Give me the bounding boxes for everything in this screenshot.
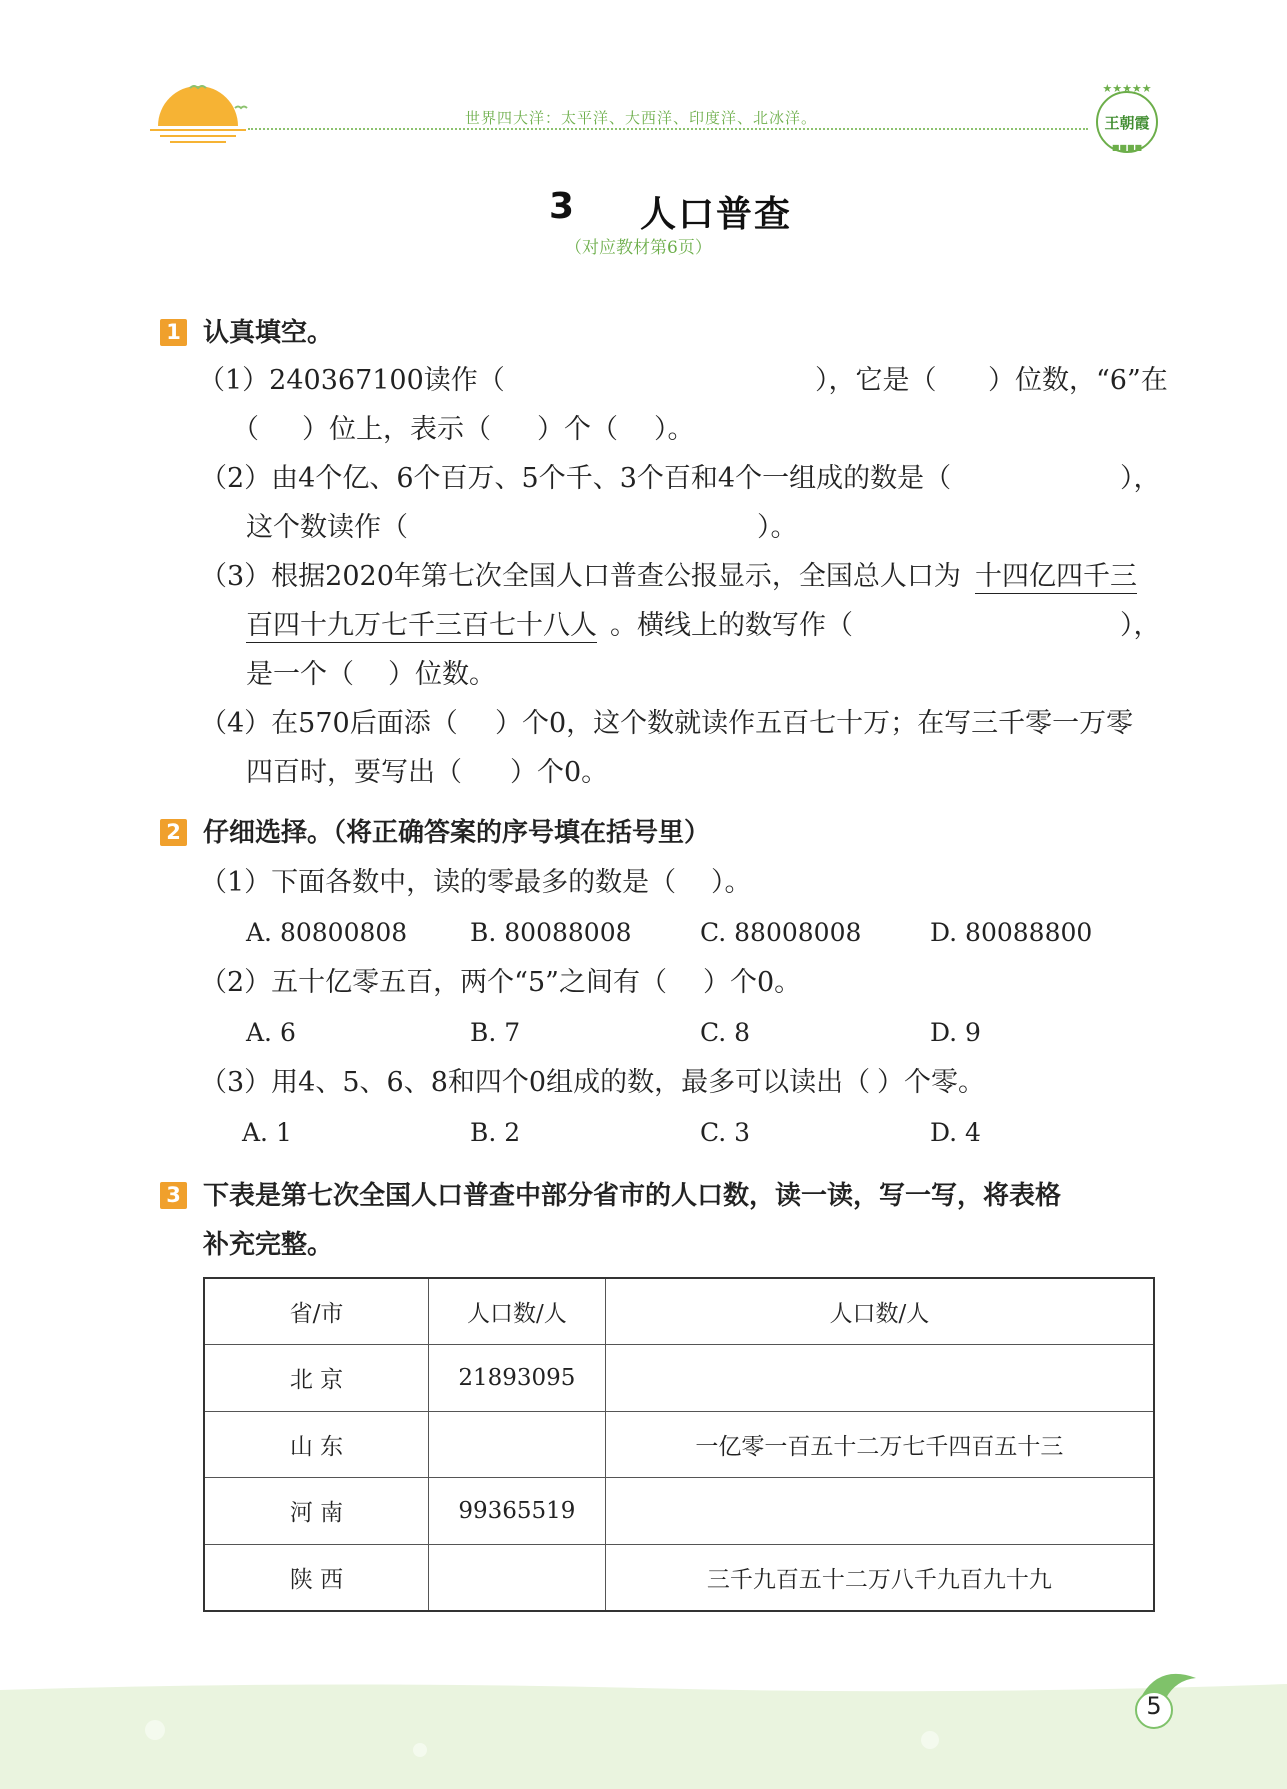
cell-province: 陕 西 [204,1544,429,1611]
q1-line1a: （1）240367100读作（ [198,365,505,396]
table-row [204,1477,1154,1544]
header-province: 省/市 [204,1278,429,1344]
q3-line1-underlined: 十四亿四千三 [975,561,1137,592]
s2-q3b: ）个零。 [877,1067,985,1098]
section1-badge: 1 [160,319,187,346]
s2-q2b: ）个0。 [703,967,802,998]
table-row [204,1344,1154,1411]
q3-line2a: 。横线上的数写作（ [610,610,853,641]
svg-text:★★★★★: ★★★★★ [1102,82,1152,95]
section1-heading: 认真填空。 [203,318,334,348]
s2-q2a: （2）五十亿零五百，两个“5”之间有（ [200,967,667,998]
header-population-words: 人口数/人 [605,1278,1154,1344]
s2-q3-option-a: A. 1 [242,1118,292,1147]
svg-text:■■■■: ■■■■ [1111,143,1143,152]
footer-wave [0,1680,1287,1789]
table-row [204,1411,1154,1477]
q1-line2d: ）。 [654,414,695,445]
q4-line2a: 四百时，要写出（ [246,757,462,788]
q1-line2c: ）个（ [537,414,618,445]
cell-province: 北 京 [204,1344,429,1411]
s2-q2-option-a: A. 6 [246,1018,296,1047]
header-rule [248,128,1088,130]
cell-words[interactable] [605,1477,1154,1544]
cell-words[interactable]: 一亿零一百五十二万七千四百五十三 [605,1411,1154,1477]
s2-q2-option-d: D. 9 [930,1018,981,1047]
brand-logo [1088,78,1166,158]
s2-q1-option-a: A. 80800808 [246,918,408,947]
cell-digits[interactable]: 99365519 [429,1477,606,1544]
sunset-icon [150,78,260,153]
q2-line2a: 这个数读作（ [246,512,408,543]
q2-line1a: （2）由4个亿、6个百万、5个千、3个百和4个一组成的数是（ [200,463,952,494]
section3-heading-line1: 下表是第七次全国人口普查中部分省市的人口数，读一读，写一写，将表格 [203,1181,1062,1211]
s2-q1b: ）。 [711,867,752,898]
q2-line2b: ）。 [757,512,798,543]
q4-line1b: ）个0，这个数就读作五百七十万；在写三千零一万零 [495,708,1134,739]
cell-digits[interactable] [429,1411,606,1477]
q3-line2-underlined: 百四十九万七千三百七十八人 [246,610,597,641]
q1-line2a: （ [232,414,259,445]
cell-digits[interactable] [429,1544,606,1611]
q1-line2b: ）位上，表示（ [302,414,491,445]
s2-q1-option-b: B. 80088008 [470,918,632,947]
section2-heading: 仔细选择。（将正确答案的序号填在括号里） [203,818,711,848]
cell-words[interactable] [605,1344,1154,1411]
q1-line1c: ）位数，“6”在 [988,365,1168,396]
s2-q2-option-b: B. 7 [470,1018,521,1047]
section3-badge: 3 [160,1182,187,1209]
s2-q3-option-b: B. 2 [470,1118,521,1147]
page-title: 人口普查 [640,194,793,235]
s2-q3-option-d: D. 4 [930,1118,981,1147]
s2-q1a: （1）下面各数中，读的零最多的数是（ [200,867,677,898]
q4-line2b: ）个0。 [510,757,609,788]
s2-q3a: （3）用4、5、6、8和四个0组成的数，最多可以读出（ [200,1067,871,1098]
page-subtitle: （对应教材第6页） [565,238,712,258]
s2-q2-option-c: C. 8 [700,1018,751,1047]
population-table [203,1277,1155,1612]
header-population-digits: 人口数/人 [429,1278,606,1344]
q3-line2b: ）， [1120,610,1161,641]
page-number: 5 [1146,1692,1162,1720]
s2-q1-option-c: C. 88008008 [700,918,862,947]
q3-line3a: 是一个（ [246,659,354,690]
q4-line1a: （4）在570后面添（ [200,708,458,739]
cell-province: 河 南 [204,1477,429,1544]
q2-line1b: ）， [1120,463,1161,494]
cell-digits[interactable]: 21893095 [429,1344,606,1411]
cell-province: 山 东 [204,1411,429,1477]
q1-line1b: ），它是（ [815,365,937,396]
header-slogan: 世界四大洋：太平洋、大西洋、印度洋、北冰洋。 [465,109,818,127]
q3-line3b: ）位数。 [388,659,496,690]
section3-heading-line2: 补充完整。 [203,1230,334,1260]
lesson-number: 3 [549,186,575,227]
q3-line1a: （3）根据2020年第七次全国人口普查公报显示，全国总人口为 [200,561,961,592]
s2-q3-option-c: C. 3 [700,1118,751,1147]
s2-q1-option-d: D. 80088800 [930,918,1093,947]
section2-badge: 2 [160,819,187,846]
table-header-row [204,1278,1154,1344]
table-row [204,1544,1154,1611]
logo-text: 王朝霞 [1104,114,1150,132]
cell-words[interactable]: 三千九百五十二万八千九百九十九 [605,1544,1154,1611]
